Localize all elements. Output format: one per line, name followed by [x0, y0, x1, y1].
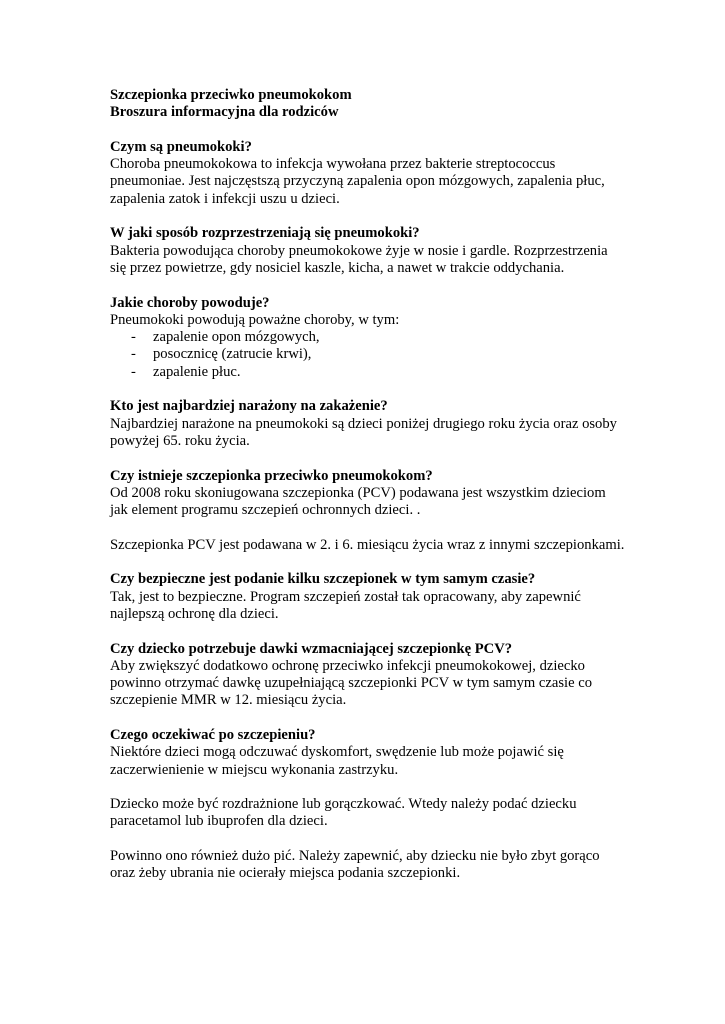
section-paragraph: Bakteria powodująca choroby pneumokokowe żyje w nosie i gardle. Rozprzestrzenia się przez powietrze, gdy nosiciel kaszle, kicha, a nawet w trakcie oddychania. — [110, 242, 608, 276]
document-page — [110, 87, 625, 900]
section-heading: W jaki sposób rozprzestrzeniają się pneumokoki? — [110, 225, 420, 242]
section-heading: Jakie choroby powoduje? — [110, 294, 270, 311]
list-item-text: zapalenie opon mózgowych, — [153, 329, 320, 346]
section-paragraph: Powinno ono również dużo pić. Należy zapewnić, aby dziecku nie było zbyt gorąco oraz żeby ubrania nie ocierały miejsca podania szczepionki. — [110, 848, 600, 882]
section-heading: Czy bezpieczne jest podanie kilku szczepionek w tym samym czasie? — [110, 571, 536, 588]
section-paragraph: Dziecko może być rozdrażnione lub gorączkować. Wtedy należy podać dziecku paracetamol lub ibuprofen dla dzieci. — [110, 796, 577, 830]
document-title: Szczepionka przeciwko pneumokokom — [110, 87, 352, 103]
dash-marker: - — [131, 363, 136, 380]
section-what-are-pneumococci — [110, 139, 625, 208]
section-at-risk — [110, 398, 625, 450]
section-paragraph: Najbardziej narażone na pneumokoki są dzieci poniżej drugiego roku życia oraz osoby powyżej 65. roku życia. — [110, 415, 617, 449]
section-booster-dose — [110, 641, 625, 710]
section-how-they-spread — [110, 225, 625, 277]
list-item — [110, 346, 625, 363]
list-item — [110, 329, 625, 346]
section-paragraph: Choroba pneumokokowa to infekcja wywołana przez bakterie streptococcus pneumoniae. Jest najczęstszą przyczyną zapalenia opon mózgowych, zapalenia płuc, zapalenia zatok i infekcji uszu u dzieci. — [110, 156, 605, 207]
section-paragraph: Aby zwiększyć dodatkowo ochronę przeciwko infekcji pneumokokowej, dziecko powinno otrzymać dawkę uzupełniającą szczepionki PCV w tym samym czasie co szczepienie MMR w 12. miesiącu życia. — [110, 657, 592, 709]
section-paragraph: Szczepionka PCV jest podawana w 2. i 6. miesiącu życia wraz z innymi szczepionkami. — [110, 536, 625, 553]
list-item — [110, 364, 625, 381]
section-multiple-vaccines-safety — [110, 571, 625, 623]
disease-list — [110, 329, 625, 381]
list-item-text: posocznicę (zatrucie krwi), — [153, 346, 312, 363]
section-intro: Pneumokoki powodują poważne choroby, w tym: — [110, 311, 400, 328]
section-paragraph: Tak, jest to bezpieczne. Program szczepień został tak opracowany, aby zapewnić najlepszą ochronę dla dzieci. — [110, 588, 581, 622]
dash-marker: - — [131, 346, 136, 363]
title-block — [110, 87, 625, 122]
section-heading: Kto jest najbardziej narażony na zakażenie? — [110, 398, 388, 415]
section-heading: Czym są pneumokoki? — [110, 138, 252, 155]
list-item-text: zapalenie płuc. — [153, 363, 241, 380]
section-paragraph: Niektóre dzieci mogą odczuwać dyskomfort, swędzenie lub może pojawić się zaczerwienienie w miejscu wykonania zastrzyku. — [110, 744, 564, 778]
section-heading: Czy istnieje szczepionka przeciwko pneumokokom? — [110, 467, 433, 484]
section-vaccine-exists — [110, 468, 625, 554]
section-heading: Czego oczekiwać po szczepieniu? — [110, 726, 316, 743]
section-after-vaccination — [110, 727, 625, 883]
dash-marker: - — [131, 329, 136, 346]
document-subtitle: Broszura informacyjna dla rodziców — [110, 104, 339, 121]
section-diseases — [110, 295, 625, 381]
section-heading: Czy dziecko potrzebuje dawki wzmacniającej szczepionkę PCV? — [110, 640, 513, 657]
section-paragraph: Od 2008 roku skoniugowana szczepionka (PCV) podawana jest wszystkim dzieciom jak element programu szczepień ochronnych dzieci. . — [110, 484, 606, 519]
